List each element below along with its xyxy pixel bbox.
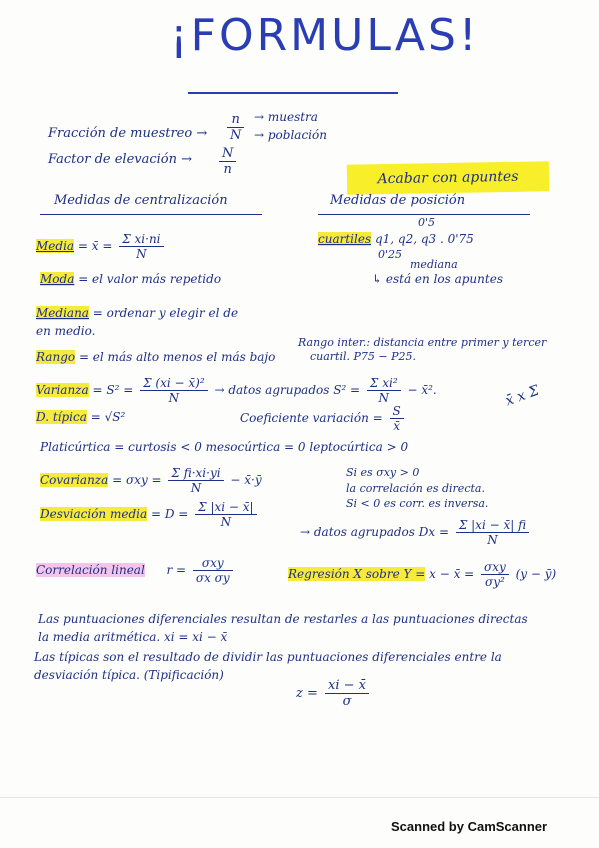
corr-label: Correlación lineal <box>36 563 145 577</box>
elevation-den: n <box>223 162 232 177</box>
cov-note3: Si < 0 es corr. es inversa. <box>346 497 489 510</box>
cov-label: Covarianza <box>40 473 109 487</box>
z-row <box>296 678 372 709</box>
media-formula: = x̄ = <box>77 239 113 253</box>
fraction-formula <box>224 112 247 143</box>
moda-text: = el valor más repetido <box>78 272 222 286</box>
media-label: Media <box>36 239 75 253</box>
mediana-note: mediana <box>410 258 458 271</box>
dmedia-den: N <box>220 515 232 529</box>
media-num: Σ xi·ni <box>119 232 163 247</box>
rango-label: Rango <box>36 350 76 364</box>
cov-num: Σ fi·xi·yi <box>168 466 223 481</box>
reg-formula: x − x̄ = <box>429 567 475 581</box>
dmedia-label: Desviación media <box>40 507 148 521</box>
mediana-text: = ordenar y elegir el de <box>92 306 239 320</box>
paragraph-line4: desviación típica. (Tipificación) <box>34 668 224 682</box>
z-num: xi − x̄ <box>325 678 369 694</box>
dmedia-grouped-den: N <box>487 533 498 547</box>
z-den: σ <box>342 694 352 709</box>
rango-inter: Rango inter.: distancia entre primer y tercer <box>298 336 547 349</box>
moda-label: Moda <box>40 272 75 286</box>
cov-note2: la correlación es directa. <box>346 482 485 495</box>
corr-row <box>36 556 236 585</box>
cuartiles-text: q1, q2, q3 . 0'75 <box>374 232 474 246</box>
dtipica-label: D. típica <box>36 410 87 424</box>
mediana-text2: en medio. <box>36 324 96 338</box>
page-title: ¡FORMULAS! <box>170 10 480 61</box>
coef-num: S <box>390 404 404 419</box>
dmedia-grouped-row <box>300 518 532 547</box>
dmedia-num: Σ |xi − x̄| <box>195 500 256 515</box>
corr-num: σxy <box>193 556 233 571</box>
dmedia-grouped-num: Σ |xi − x̄| fi <box>456 518 529 533</box>
reg-tail: (y − ȳ) <box>515 567 557 581</box>
reg-row <box>288 560 556 589</box>
varianza-row <box>36 376 437 405</box>
fraction-num: n <box>227 112 244 128</box>
reg-label: Regresión X sobre Y = <box>288 567 426 581</box>
dtipica-row <box>36 410 125 424</box>
elevation-num: N <box>219 146 236 162</box>
varianza-den: N <box>168 391 180 405</box>
central-heading: Medidas de centralización <box>54 193 228 208</box>
note-badge: Acabar con apuntes <box>347 161 549 195</box>
side-note: x̄ x Σ <box>503 382 542 410</box>
mediana-row <box>36 306 238 320</box>
fraction-den: N <box>230 128 242 143</box>
poblacion-label: → población <box>254 128 327 142</box>
varianza-grouped: → datos agrupados S² = <box>214 383 361 397</box>
varianza-grouped-tail: − x̄². <box>407 383 437 397</box>
dtipica-formula: = √S² <box>90 410 126 424</box>
elevation-formula <box>216 146 239 177</box>
footer-divider <box>0 797 599 798</box>
paragraph-line3: Las típicas son el resultado de dividir las puntuaciones diferenciales entre la <box>34 650 502 664</box>
cov-tail: − x̄·ȳ <box>230 473 262 487</box>
coef-den: x̄ <box>393 419 401 433</box>
moda-row <box>40 272 221 286</box>
corr-formula: r = <box>166 563 187 577</box>
paragraph-line2: la media aritmética. xi = xi − x̄ <box>38 630 228 644</box>
coef-row <box>240 404 407 433</box>
dmedia-row <box>40 500 260 529</box>
muestra-label: → muestra <box>254 110 318 124</box>
paragraph-line1: Las puntuaciones diferenciales resultan de restarles a las puntuaciones directas <box>38 612 528 626</box>
rango-inter2: cuartil. P75 − P25. <box>310 350 417 363</box>
position-heading: Medidas de posición <box>330 193 466 208</box>
reg-num: σxy <box>481 560 509 575</box>
media-den: N <box>136 247 147 261</box>
cov-formula: = σxy = <box>112 473 162 487</box>
varianza-label: Varianza <box>36 383 89 397</box>
elevation-label: Factor de elevación → <box>48 152 193 167</box>
cov-row <box>40 466 262 495</box>
central-heading-rule <box>40 214 262 215</box>
curtosis-text: Platicúrtica = curtosis < 0 mesocúrtica = 0 leptocúrtica > 0 <box>40 440 409 454</box>
varianza-num: Σ (xi − x̄)² <box>140 376 208 391</box>
varianza-formula: = S² = <box>92 383 134 397</box>
mediana-label: Mediana <box>36 306 89 320</box>
z-formula: z = <box>296 686 318 701</box>
cov-note1: Si es σxy > 0 <box>346 466 420 479</box>
varianza-grouped-den: N <box>378 391 390 405</box>
rango-row <box>36 350 275 364</box>
cuartiles-row <box>318 232 474 246</box>
apuntes-note: ↳ está en los apuntes <box>372 272 503 286</box>
dmedia-grouped: → datos agrupados Dx = <box>300 525 449 539</box>
reg-den: σy² <box>485 575 505 589</box>
dmedia-formula: = D = <box>150 507 189 521</box>
cuartiles-label: cuartiles <box>318 232 372 246</box>
varianza-grouped-num: Σ xi² <box>367 376 401 391</box>
position-heading-rule <box>318 214 530 215</box>
cuartiles-sub: 0'25 <box>378 248 403 261</box>
coef-label: Coeficiente variación = <box>240 411 383 425</box>
title-underline <box>188 92 398 94</box>
media-row <box>36 232 167 261</box>
corr-den: σx σy <box>195 571 230 585</box>
camscanner-footer: Scanned by CamScanner <box>391 819 548 834</box>
cov-den: N <box>190 481 202 495</box>
rango-text: = el más alto menos el más bajo <box>78 350 276 364</box>
fraction-label: Fracción de muestreo → <box>48 126 208 141</box>
cuartiles-sup: 0'5 <box>418 216 436 229</box>
